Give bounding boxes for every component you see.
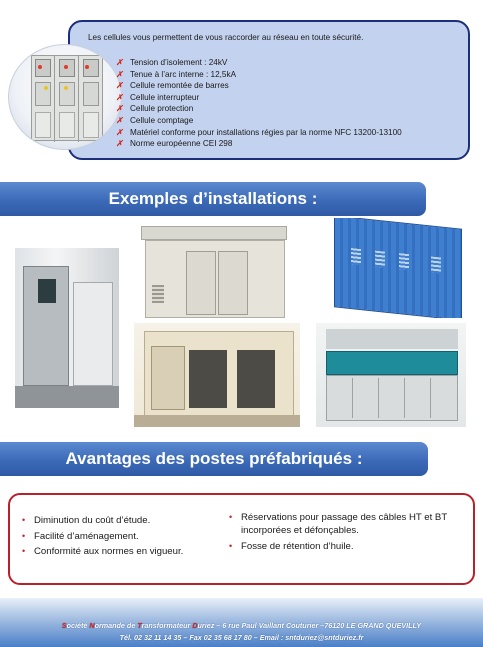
cross-bullet-icon: ✗ bbox=[116, 104, 123, 114]
footer-contact: Tél. 02 32 11 14 35 – Fax 02 35 68 17 80 – Email : sntduriez@sntduriez.fr bbox=[119, 633, 364, 642]
info-list-item bbox=[116, 115, 402, 127]
section-banner-examples: Exemples d’installations : bbox=[0, 182, 426, 216]
info-list-item bbox=[116, 80, 402, 92]
info-list-item-label: Cellule protection bbox=[130, 104, 194, 114]
info-list-item bbox=[116, 127, 402, 139]
info-list-item-label: Cellule comptage bbox=[130, 115, 194, 125]
photo-switchboard bbox=[316, 323, 466, 427]
photo-blue-container bbox=[330, 218, 466, 318]
advantage-item bbox=[22, 545, 202, 558]
advantage-item bbox=[229, 511, 469, 537]
cross-bullet-icon: ✗ bbox=[116, 58, 123, 67]
advantage-item bbox=[22, 530, 202, 543]
info-list-item-label: Matériel conforme pour installations régies par la norme NFC 13200-13100 bbox=[130, 127, 402, 137]
switchgear-image bbox=[31, 55, 103, 141]
cross-bullet-icon: ✗ bbox=[116, 81, 123, 91]
footer-company-address bbox=[0, 621, 483, 630]
cross-bullet-icon: ✗ bbox=[116, 115, 123, 125]
photo-open-kiosk bbox=[134, 323, 300, 427]
footer-initial: S bbox=[61, 621, 67, 630]
footer-initial: D bbox=[192, 621, 198, 630]
advantage-item-label: Réservations pour passage des câbles HT et BT incorporées et défonçables. bbox=[241, 512, 448, 536]
photo-substation-corridor bbox=[15, 248, 119, 408]
bullet-icon: • bbox=[22, 546, 26, 556]
info-list-item-label: Cellule interrupteur bbox=[130, 92, 200, 102]
footer-text: uriez – 6 rue Paul Vaillant Couturier –76120 LE GRAND QUEVILLY bbox=[197, 621, 422, 630]
footer-initial: N bbox=[89, 621, 95, 630]
bullet-icon: • bbox=[22, 530, 26, 541]
info-list bbox=[116, 57, 402, 150]
advantage-item bbox=[229, 540, 469, 553]
bullet-icon: • bbox=[22, 515, 26, 525]
info-list-item bbox=[116, 103, 402, 115]
cross-bullet-icon: ✗ bbox=[116, 127, 123, 137]
info-list-item-label: Norme européenne CEI 298 bbox=[130, 139, 233, 149]
footer-text: ociété bbox=[66, 621, 90, 630]
advantages-list-left bbox=[22, 514, 202, 561]
advantage-item-label: Diminution du coût d’étude. bbox=[34, 515, 151, 526]
footer-text: ransformateur bbox=[141, 621, 193, 630]
advantage-item-label: Fosse de rétention d’huile. bbox=[241, 540, 354, 552]
cross-bullet-icon: ✗ bbox=[116, 139, 123, 149]
info-list-item-label: Cellule remontée de barres bbox=[130, 81, 229, 91]
advantage-item-label: Facilité d’aménagement. bbox=[34, 530, 139, 542]
bullet-icon: • bbox=[229, 512, 233, 522]
info-list-item-label: Tenue à l’arc interne : 12,5kA bbox=[130, 69, 237, 79]
footer-initial: T bbox=[137, 621, 142, 630]
bullet-icon: • bbox=[229, 540, 233, 551]
cross-bullet-icon: ✗ bbox=[116, 92, 123, 102]
advantage-item bbox=[22, 514, 202, 527]
footer-text: ormande de bbox=[94, 621, 138, 630]
info-intro: Les cellules vous permettent de vous raccorder au réseau en toute sécurité. bbox=[88, 33, 364, 42]
advantages-list-right bbox=[229, 511, 469, 555]
info-list-item bbox=[116, 92, 402, 104]
info-list-item bbox=[116, 57, 402, 69]
photo-prefab-kiosk bbox=[137, 222, 291, 322]
section-banner-advantages: Avantages des postes préfabriqués : bbox=[0, 442, 428, 476]
info-list-item bbox=[116, 138, 402, 150]
advantage-item-label: Conformité aux normes en vigueur. bbox=[34, 546, 184, 557]
info-list-item-label: Tension d’isolement : 24kV bbox=[130, 58, 228, 67]
switchgear-photo bbox=[8, 44, 122, 150]
info-list-item bbox=[116, 69, 402, 81]
cross-bullet-icon: ✗ bbox=[116, 69, 123, 79]
